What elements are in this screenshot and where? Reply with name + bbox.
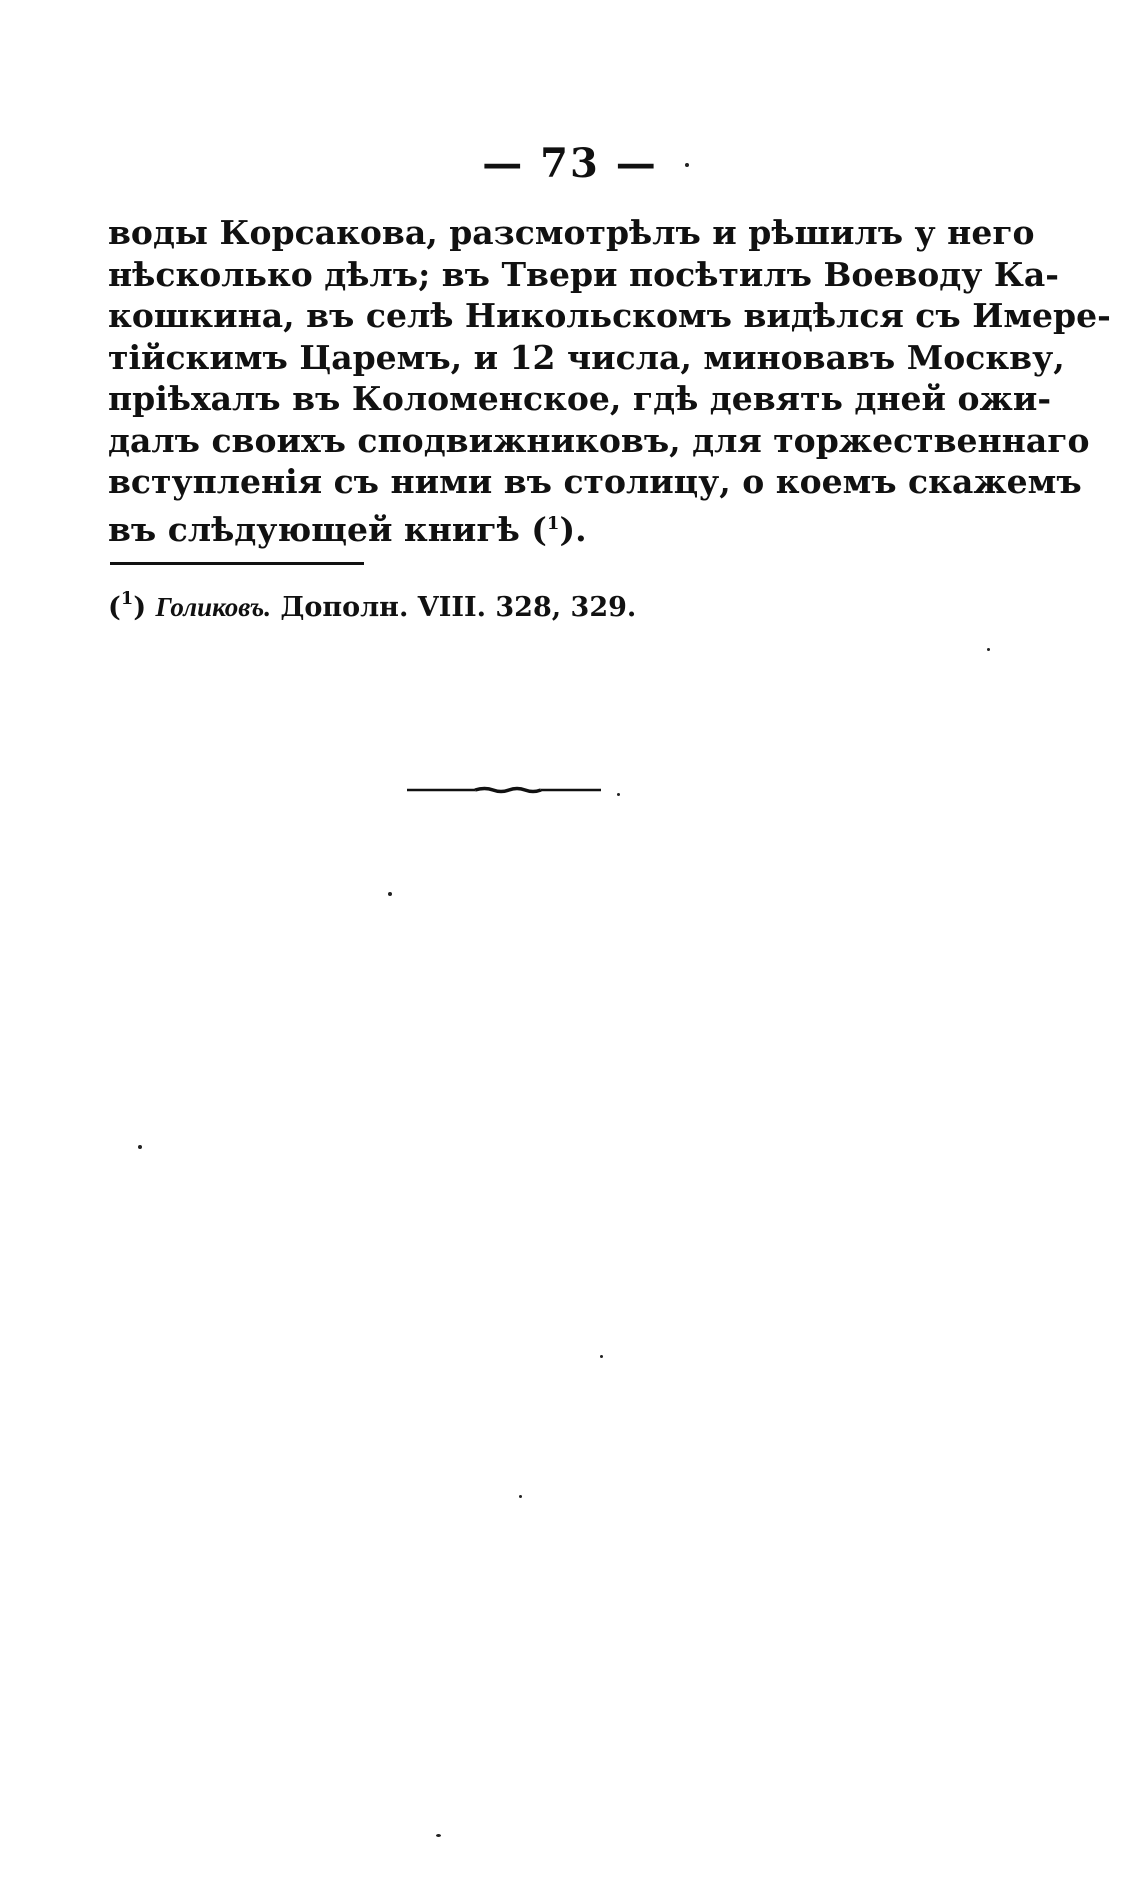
ink-speck xyxy=(388,892,392,896)
end-ornament xyxy=(405,784,605,796)
ink-speck xyxy=(600,1355,603,1358)
footnote-open-paren: ( xyxy=(108,592,121,623)
text-line: кошкина, въ селѣ Никольскомъ видѣлся съ Имере- xyxy=(108,296,1111,335)
text-line-last xyxy=(108,503,926,551)
footnote xyxy=(108,588,636,623)
footnote-marker: 1 xyxy=(120,588,134,609)
ink-speck xyxy=(519,1495,522,1498)
text-line: воды Корсакова, разсмотрѣлъ и рѣшилъ у него xyxy=(108,213,1035,252)
ink-speck xyxy=(987,648,990,651)
ink-speck xyxy=(138,1145,142,1149)
ink-speck xyxy=(436,1834,441,1837)
text-line-last-start: въ слѣдующей книгѣ ( xyxy=(108,509,547,549)
ink-speck xyxy=(617,793,620,796)
text-line: тійскимъ Царемъ, и 12 числа, миновавъ Москву, xyxy=(108,337,1065,377)
footnote-author: Голиковъ. xyxy=(155,592,271,622)
ink-speck xyxy=(685,163,689,167)
footnote-reference-text: Дополн. VIII. 328, 329. xyxy=(280,592,637,623)
text-line-last-end: ). xyxy=(559,509,587,549)
text-line: далъ своихъ сподвижниковъ, для торжественнаго xyxy=(108,420,1090,460)
footnote-rule xyxy=(110,562,364,565)
footnote-close-paren: ) xyxy=(133,592,147,623)
body-text xyxy=(108,212,1111,550)
text-line: пріѣхалъ въ Коломенское, гдѣ девять дней ожи- xyxy=(108,379,1052,418)
footnote-reference: 1 xyxy=(546,512,560,534)
text-line: вступленія съ ними въ столицу, о коемъ скажемъ xyxy=(108,462,1082,501)
text-line: нѣсколько дѣлъ; въ Твери посѣтилъ Воеводу Ка- xyxy=(108,254,1059,294)
page-number: — 73 — xyxy=(482,140,658,187)
